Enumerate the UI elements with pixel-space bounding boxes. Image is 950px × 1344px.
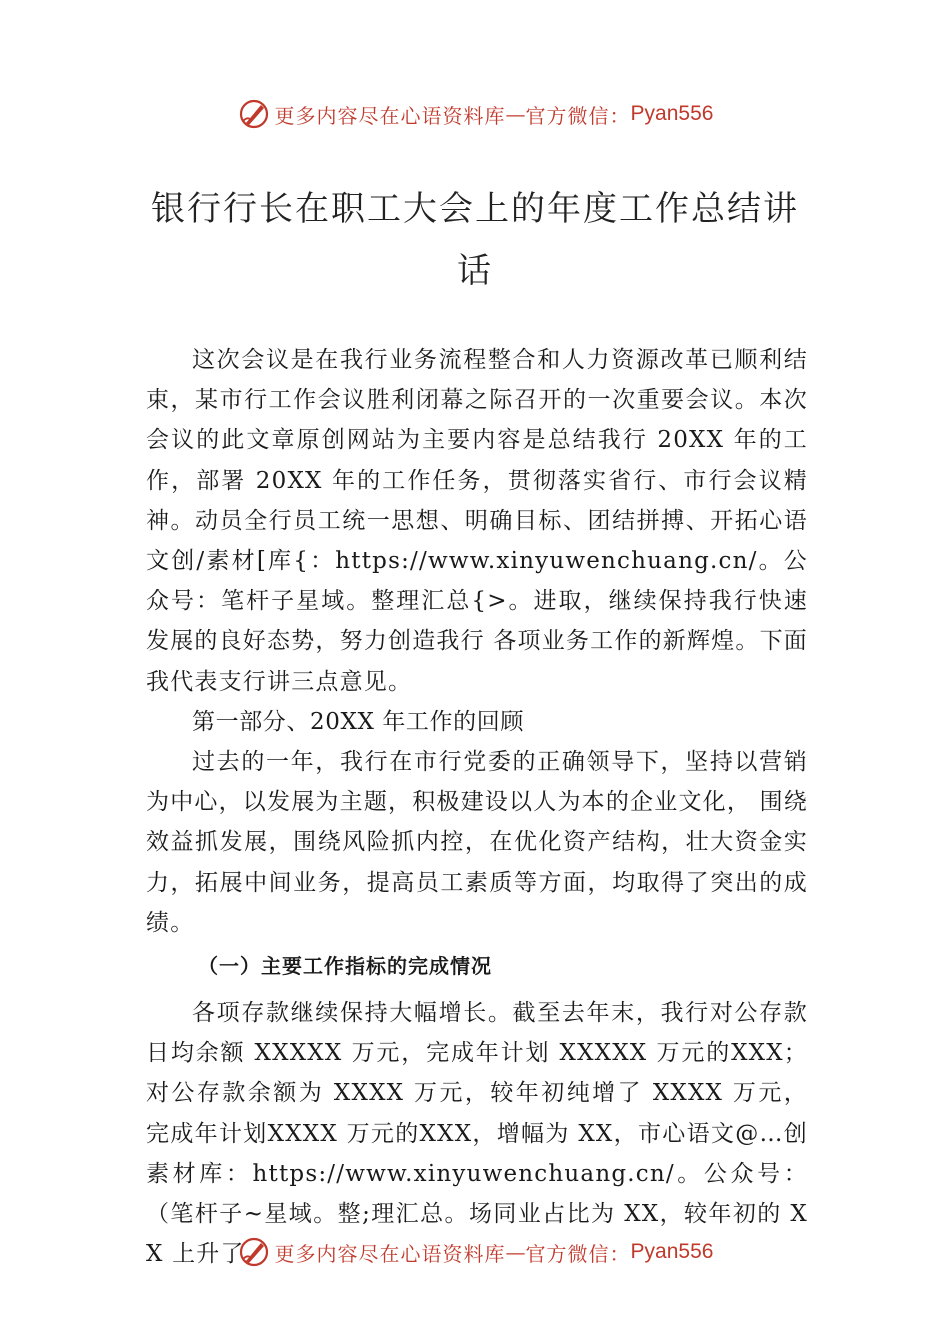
document-body [146, 340, 808, 1274]
banner-official-label: 官方微信： [525, 1241, 631, 1266]
document-title: 银行行长在职工大会上的年度工作总结讲话 [151, 189, 799, 291]
paragraph-review: 过去的一年，我行在市行党委的正确领导下，坚持以营销为中心，以发展为主题，积极建设以人为本的企业文化， 围绕效益抓发展，围绕风险抓内控，在优化资产结构，壮大资金实力，拓展中间业务，提高员工素质等方面，均取得了突出的成绩。 [146, 749, 808, 936]
section-heading-part-one: 第一部分、20XX 年工作的回顾 [192, 708, 524, 735]
header-banner [0, 92, 950, 136]
banner-separator: — [505, 102, 526, 126]
banner-separator: — [505, 1240, 526, 1264]
quill-pen-logo-icon [237, 1235, 271, 1269]
banner-text: 更多内容尽在心语资料库 [274, 103, 506, 128]
quill-pen-logo-icon [237, 97, 271, 131]
footer-banner [0, 1230, 950, 1274]
banner-wechat-id: Pyan556 [630, 1240, 714, 1263]
paragraph-deposits: 各项存款继续保持大幅增长。截至去年末，我行对公存款日均余额 XXXXX 万元，完成年计划 XXXXX 万元的XXX；对公存款余额为 XXXX 万元，较年初纯增了 XXXX 万元， 完成年计划XXXX 万元的XXX，增幅为 XX，市心语文@…创素材库：https://www.xinyuwenchuang.cn/。公众号：（笔杆子~星域。整;理汇总。场同业占比为 XX，较年初的 XX 上升了 [146, 1000, 808, 1268]
banner-wechat-id: Pyan556 [630, 102, 714, 125]
banner-official-label: 官方微信： [525, 103, 631, 128]
subsection-heading-indicators: （一）主要工作指标的完成情况 [198, 954, 492, 979]
paragraph-intro: 这次会议是在我行业务流程整合和人力资源改革已顺利结束，某市行工作会议胜利闭幕之际召开的一次重要会议。本次会议的此文章原创网站为主要内容是总结我行 20XX 年的工作，部署 20XX 年的工作任务，贯彻落实省行、市行会议精神。动员全行员工统一思想、明确目标、团结拼搏、开拓心语文创/素材[库{：https://www.xinyuwenchuang.cn/。公众号：笔杆子星域。整理汇总{>。进取，继续保持我行快速发展的良好态势，努力创造我行 各项业务工作的新辉煌。下面我代表支行讲三点意见。 [146, 347, 808, 695]
banner-text: 更多内容尽在心语资料库 [274, 1241, 506, 1266]
